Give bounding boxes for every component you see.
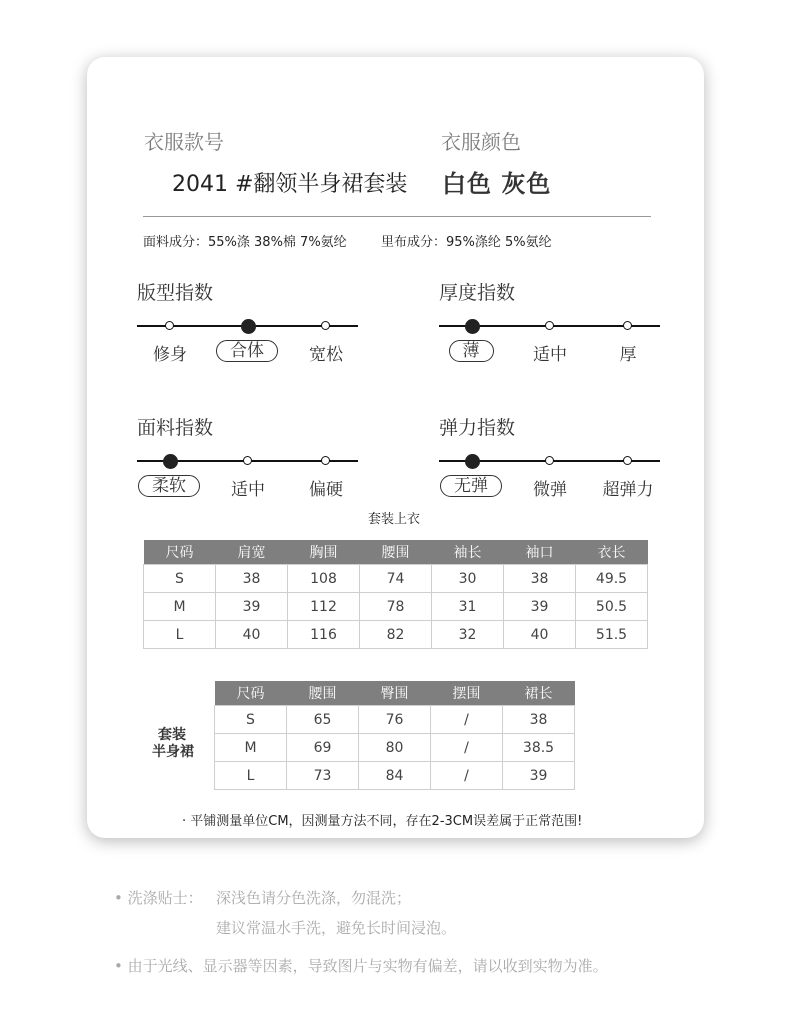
fit-index-selected-option: 合体 <box>216 340 278 362</box>
skirt-table-row <box>215 706 575 734</box>
top-table-header-cell: 胸围 <box>288 540 360 565</box>
top-table-header-cell: 袖长 <box>432 540 504 565</box>
skirt-table-cell: 80 <box>359 734 431 762</box>
skirt-table-header-cell: 裙长 <box>503 681 575 706</box>
top-table-cell: 50.5 <box>576 593 648 621</box>
top-table-row <box>144 593 648 621</box>
top-table-cell: 39 <box>504 593 576 621</box>
top-table-cell: 108 <box>288 565 360 593</box>
top-table-cell: 74 <box>360 565 432 593</box>
thickness-index-title: 厚度指数 <box>439 282 516 304</box>
thickness-index-option: 适中 <box>533 345 567 365</box>
fit-index-selected-marker <box>241 319 256 334</box>
fabric-index-option: 适中 <box>231 480 265 500</box>
top-table-cell: 39 <box>216 593 288 621</box>
fit-index-marker <box>165 321 174 330</box>
skirt-side-label-1: 套装 <box>158 727 186 743</box>
fabric-index-selected-option: 柔软 <box>138 475 200 497</box>
fabric-index-title: 面料指数 <box>137 417 214 439</box>
care-line-2: 建议常温水手洗，避免长时间浸泡。 <box>216 919 457 937</box>
stretch-index-title: 弹力指数 <box>439 417 516 439</box>
skirt-table-cell: S <box>215 706 287 734</box>
style-number-label: 衣服款号 <box>144 130 224 154</box>
care-title: • 洗涤贴士： <box>114 889 203 907</box>
skirt-table-row <box>215 762 575 790</box>
top-table-cell: 112 <box>288 593 360 621</box>
skirt-table-cell: 76 <box>359 706 431 734</box>
fabric-composition: 面料成分：55%涤 38%棉 7%氨纶 <box>143 235 347 250</box>
skirt-table-cell: / <box>431 706 503 734</box>
top-table-header-cell: 腰围 <box>360 540 432 565</box>
top-table-cell: 40 <box>504 621 576 649</box>
skirt-table-cell: 73 <box>287 762 359 790</box>
stretch-index-option: 超弹力 <box>602 480 654 500</box>
skirt-table-header-cell: 腰围 <box>287 681 359 706</box>
fabric-index-marker <box>243 456 252 465</box>
lining-composition: 里布成分：95%涤纶 5%氨纶 <box>381 235 552 250</box>
top-table-header-cell: 尺码 <box>144 540 216 565</box>
top-table-cell: 116 <box>288 621 360 649</box>
fit-index-option: 宽松 <box>309 345 343 365</box>
top-table-header-cell: 衣长 <box>576 540 648 565</box>
fit-index-option: 修身 <box>153 345 187 365</box>
top-table-cell: 40 <box>216 621 288 649</box>
top-table-row <box>144 621 648 649</box>
top-table-cell: 38 <box>216 565 288 593</box>
color-value: 白色 灰色 <box>442 170 552 198</box>
fabric-index-selected-marker <box>163 454 178 469</box>
stretch-index-selected-marker <box>465 454 480 469</box>
skirt-table-row <box>215 734 575 762</box>
skirt-table-cell: / <box>431 734 503 762</box>
top-table-cell: M <box>144 593 216 621</box>
top-table-header-cell: 肩宽 <box>216 540 288 565</box>
fit-index-title: 版型指数 <box>137 282 214 304</box>
skirt-table-cell: 38.5 <box>503 734 575 762</box>
top-table-cell: S <box>144 565 216 593</box>
divider <box>143 216 651 217</box>
care-line-1: 深浅色请分色洗涤，勿混洗； <box>216 889 412 907</box>
stretch-index-selected-option: 无弹 <box>440 475 502 497</box>
skirt-table-cell: / <box>431 762 503 790</box>
skirt-table-header-cell: 臀围 <box>359 681 431 706</box>
color-label: 衣服颜色 <box>441 130 521 154</box>
skirt-size-table <box>214 681 575 790</box>
fabric-index-marker <box>321 456 330 465</box>
disclaimer: • 由于光线、显示器等因素，导致图片与实物有偏差，请以收到实物为准。 <box>114 957 608 975</box>
top-table-header-cell: 袖口 <box>504 540 576 565</box>
skirt-table-cell: 84 <box>359 762 431 790</box>
top-size-table <box>143 540 648 649</box>
stretch-index-marker <box>545 456 554 465</box>
thickness-index-marker <box>545 321 554 330</box>
thickness-index-selected-marker <box>465 319 480 334</box>
fabric-index-option: 偏硬 <box>309 480 343 500</box>
stretch-index-option: 微弹 <box>533 480 567 500</box>
skirt-table-header-cell: 摆围 <box>431 681 503 706</box>
top-table-cell: 38 <box>504 565 576 593</box>
top-table-cell: 30 <box>432 565 504 593</box>
top-table-cell: 32 <box>432 621 504 649</box>
fit-index-marker <box>321 321 330 330</box>
top-table-cell: L <box>144 621 216 649</box>
skirt-table-header-cell: 尺码 <box>215 681 287 706</box>
thickness-index-option: 厚 <box>619 345 637 365</box>
top-table-cell: 49.5 <box>576 565 648 593</box>
skirt-table-cell: 39 <box>503 762 575 790</box>
skirt-table-cell: 65 <box>287 706 359 734</box>
skirt-table-cell: 38 <box>503 706 575 734</box>
thickness-index-selected-option: 薄 <box>449 340 494 362</box>
top-table-caption: 套装上衣 <box>368 512 421 527</box>
top-table-cell: 31 <box>432 593 504 621</box>
style-number-value: 2041 #翻领半身裙套装 <box>172 172 408 197</box>
top-table-cell: 82 <box>360 621 432 649</box>
stretch-index-marker <box>623 456 632 465</box>
skirt-table-cell: L <box>215 762 287 790</box>
measure-note: · 平铺测量单位CM，因测量方法不同，存在2-3CM误差属于正常范围! <box>182 814 583 829</box>
skirt-table-cell: 69 <box>287 734 359 762</box>
top-table-cell: 78 <box>360 593 432 621</box>
top-table-row <box>144 565 648 593</box>
top-table-cell: 51.5 <box>576 621 648 649</box>
skirt-side-label-2: 半身裙 <box>152 744 194 760</box>
thickness-index-marker <box>623 321 632 330</box>
skirt-table-cell: M <box>215 734 287 762</box>
